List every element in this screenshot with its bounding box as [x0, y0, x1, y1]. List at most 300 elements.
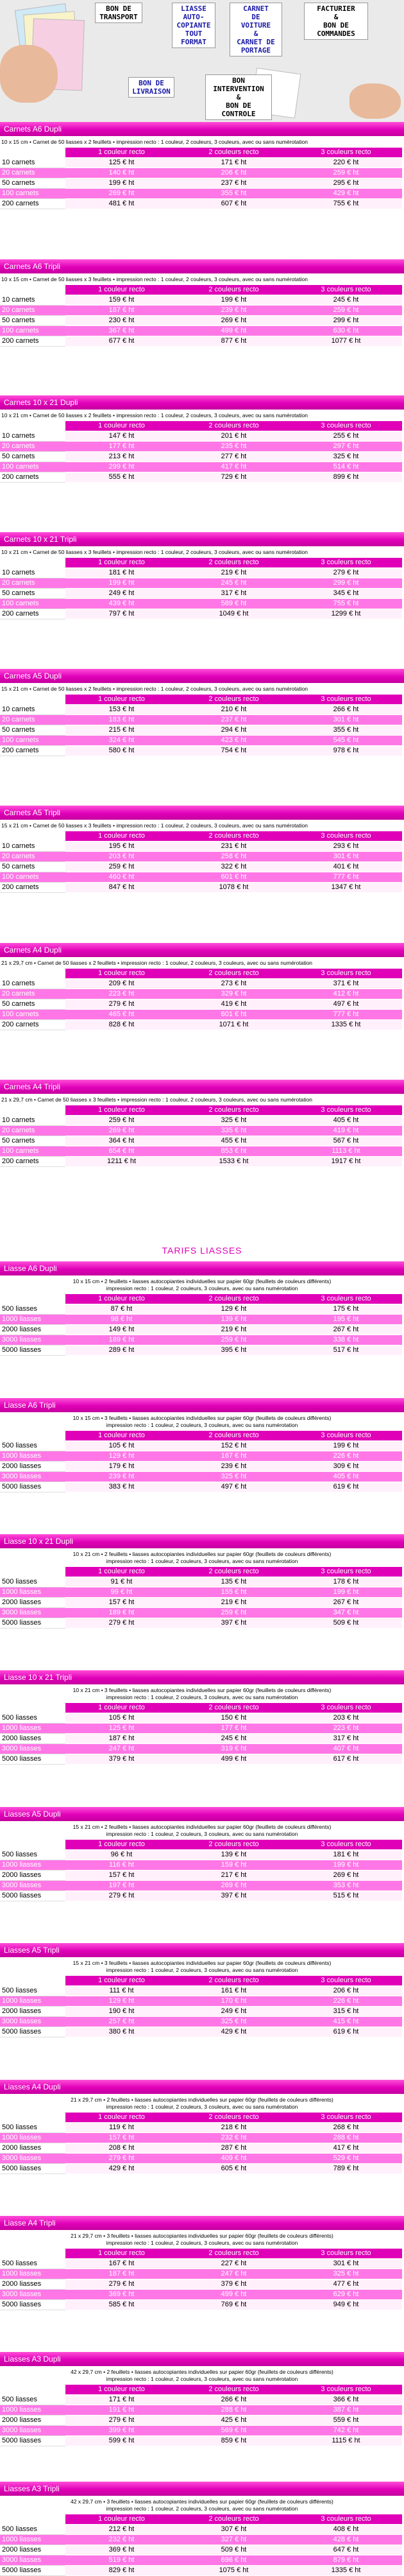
section-description	[0, 1548, 404, 1566]
price-cell: 647 € ht	[290, 2545, 402, 2555]
table-row	[0, 883, 402, 893]
price-section	[0, 669, 404, 756]
section-title: Carnets A4 Tripli	[0, 1080, 404, 1094]
price-cell: 477 € ht	[290, 2279, 402, 2290]
column-header: 2 couleurs recto	[178, 969, 290, 979]
price-cell: 559 € ht	[290, 2416, 402, 2426]
quantity-cell: 3000 liasses	[0, 1608, 65, 1618]
description-line: 42 x 29,7 cm • 2 feuillets • liasses autocopiantes individuelles sur papier 60gr (feuillets de couleurs différents)	[71, 2369, 333, 2375]
price-cell: 259 € ht	[290, 306, 402, 316]
table-row	[0, 2007, 402, 2017]
quantity-cell: 3000 liasses	[0, 1881, 65, 1891]
quantity-cell: 2000 liasses	[0, 1871, 65, 1881]
table-row	[0, 472, 402, 483]
table-row	[0, 979, 402, 989]
price-cell: 601 € ht	[178, 1010, 290, 1020]
description-line: 15 x 21 cm • 3 feuillets • liasses autocopiantes individuelles sur papier 60gr (feuillets de couleurs différents)	[72, 1960, 332, 1966]
column-header: 3 couleurs recto	[290, 2113, 402, 2123]
price-cell: 237 € ht	[178, 178, 290, 189]
price-cell: 325 € ht	[178, 1472, 290, 1482]
price-section	[0, 395, 404, 483]
table-row	[0, 1136, 402, 1146]
price-cell: 215 € ht	[65, 725, 178, 736]
price-cell: 325 € ht	[178, 2017, 290, 2027]
price-cell: 847 € ht	[65, 883, 178, 893]
price-cell: 397 € ht	[178, 1891, 290, 1901]
price-cell: 315 € ht	[290, 2007, 402, 2017]
section-description	[0, 546, 404, 557]
table-row	[0, 199, 402, 209]
price-cell: 567 € ht	[290, 1136, 402, 1146]
column-header: 2 couleurs recto	[178, 1567, 290, 1577]
header-blank-cell	[0, 421, 65, 431]
quantity-cell: 50 carnets	[0, 178, 65, 189]
section-description	[0, 957, 404, 968]
price-cell: 777 € ht	[290, 872, 402, 883]
price-cell: 423 € ht	[178, 736, 290, 746]
quantity-cell: 100 carnets	[0, 189, 65, 199]
price-cell: 153 € ht	[65, 705, 178, 715]
header-blank-cell	[0, 831, 65, 842]
quantity-cell: 2000 liasses	[0, 1325, 65, 1335]
price-cell: 199 € ht	[65, 178, 178, 189]
quantity-cell: 200 carnets	[0, 1020, 65, 1030]
price-cell: 266 € ht	[178, 2395, 290, 2405]
price-cell: 299 € ht	[290, 578, 402, 589]
description-line: impression recto : 1 couleur, 2 couleurs, 3 couleurs, avec ou sans numérotation	[106, 1831, 298, 1837]
quantity-cell: 1000 liasses	[0, 1315, 65, 1325]
table-row	[0, 2555, 402, 2566]
price-cell: 754 € ht	[178, 746, 290, 756]
price-cell: 417 € ht	[178, 462, 290, 472]
column-header: 1 couleur recto	[65, 1840, 178, 1850]
hero-label-liasse	[172, 3, 215, 48]
table-row	[0, 1713, 402, 1724]
price-cell: 96 € ht	[65, 1850, 178, 1860]
price-cell: 317 € ht	[290, 1734, 402, 1744]
price-cell: 279 € ht	[65, 2154, 178, 2164]
price-section	[0, 532, 404, 619]
price-cell: 289 € ht	[65, 1345, 178, 1356]
tarifs-liasses-heading: TARIFS LIASSES	[162, 1245, 242, 1256]
price-cell: 1049 € ht	[178, 609, 290, 619]
quantity-cell: 1000 liasses	[0, 1860, 65, 1871]
section-title: Carnets A6 Tripli	[0, 259, 404, 273]
quantity-cell: 10 carnets	[0, 842, 65, 852]
hero-label-bon-intervention	[205, 74, 272, 120]
price-cell: 367 € ht	[65, 326, 178, 336]
price-cell: 218 € ht	[178, 2123, 290, 2133]
price-cell: 273 € ht	[178, 979, 290, 989]
price-cell: 419 € ht	[178, 999, 290, 1010]
section-title: Liasse 10 x 21 Dupli	[0, 1534, 404, 1548]
hero-label-bon-livraison	[128, 77, 174, 98]
price-cell: 258 € ht	[178, 852, 290, 862]
table-row	[0, 852, 402, 862]
price-section	[0, 806, 404, 893]
price-table	[0, 1567, 402, 1629]
price-cell: 239 € ht	[178, 306, 290, 316]
price-cell: 119 € ht	[65, 2123, 178, 2133]
price-cell: 1075 € ht	[178, 2566, 290, 2576]
price-cell: 617 € ht	[290, 1754, 402, 1765]
quantity-cell: 1000 liasses	[0, 1451, 65, 1462]
price-cell: 220 € ht	[290, 158, 402, 168]
quantity-cell: 3000 liasses	[0, 2426, 65, 2436]
price-cell: 159 € ht	[178, 1860, 290, 1871]
price-cell: 879 € ht	[290, 2555, 402, 2566]
quantity-cell: 20 carnets	[0, 852, 65, 862]
section-description	[0, 2366, 404, 2384]
price-cell: 599 € ht	[65, 2436, 178, 2446]
description-line: 21 x 29,7 cm • 2 feuillets • liasses autocopiantes individuelles sur papier 60gr (feuillets de couleurs différents)	[71, 2096, 333, 2103]
price-cell: 309 € ht	[290, 1462, 402, 1472]
price-cell: 279 € ht	[65, 1891, 178, 1901]
price-cell: 105 € ht	[65, 1713, 178, 1724]
description-line: 10 x 21 cm • Carnet de 50 liasses x 2 feuillets • impression recto : 1 couleur, 2 couleurs, 3 couleurs, avec ou sans numérotation	[1, 412, 308, 419]
quantity-cell: 100 carnets	[0, 1146, 65, 1157]
table-row	[0, 1116, 402, 1126]
price-cell: 755 € ht	[290, 199, 402, 209]
hero-banner	[0, 0, 404, 122]
column-header: 3 couleurs recto	[290, 2514, 402, 2525]
price-cell: 345 € ht	[290, 589, 402, 599]
table-row	[0, 178, 402, 189]
quantity-cell: 1000 liasses	[0, 1587, 65, 1598]
quantity-cell: 200 carnets	[0, 609, 65, 619]
price-cell: 259 € ht	[178, 1608, 290, 1618]
quantity-cell: 3000 liasses	[0, 1335, 65, 1345]
table-row	[0, 1618, 402, 1629]
table-row	[0, 1315, 402, 1325]
column-header: 3 couleurs recto	[290, 148, 402, 158]
quantity-cell: 200 carnets	[0, 883, 65, 893]
price-cell: 189 € ht	[65, 1608, 178, 1618]
section-title: Liasses A5 Dupli	[0, 1807, 404, 1821]
price-cell: 601 € ht	[178, 872, 290, 883]
description-line: 10 x 15 cm • 3 feuillets • liasses autocopiantes individuelles sur papier 60gr (feuillets de couleurs différents)	[72, 1415, 332, 1421]
price-cell: 481 € ht	[65, 199, 178, 209]
description-line: 10 x 15 cm • Carnet de 50 liasses x 2 feuillets • impression recto : 1 couleur, 2 couleurs, 3 couleurs, avec ou sans numérotation	[1, 139, 308, 145]
price-cell: 269 € ht	[290, 1871, 402, 1881]
quantity-cell: 20 carnets	[0, 442, 65, 452]
quantity-cell: 100 carnets	[0, 1010, 65, 1020]
quantity-cell: 20 carnets	[0, 168, 65, 178]
price-cell: 355 € ht	[290, 725, 402, 736]
description-line: 21 x 29,7 cm • 3 feuillets • liasses autocopiantes individuelles sur papier 60gr (feuillets de couleurs différents)	[71, 2233, 333, 2239]
table-row	[0, 2436, 402, 2446]
price-table	[0, 2514, 402, 2576]
price-cell: 742 € ht	[290, 2426, 402, 2436]
quantity-cell: 5000 liasses	[0, 1482, 65, 1492]
price-cell: 195 € ht	[290, 1315, 402, 1325]
table-row	[0, 2017, 402, 2027]
table-row	[0, 2525, 402, 2535]
table-row	[0, 2164, 402, 2174]
price-cell: 347 € ht	[290, 1608, 402, 1618]
price-cell: 859 € ht	[178, 2436, 290, 2446]
table-row	[0, 336, 402, 347]
table-row	[0, 1126, 402, 1136]
price-cell: 319 € ht	[178, 1744, 290, 1754]
description-line: 21 x 29,7 cm • Carnet de 50 liasses x 2 feuillets • impression recto : 1 couleur, 2 couleurs, 3 couleurs, avec ou sans numérotation	[1, 960, 313, 966]
price-cell: 197 € ht	[65, 1881, 178, 1891]
price-cell: 580 € ht	[65, 746, 178, 756]
price-cell: 249 € ht	[65, 589, 178, 599]
column-header: 1 couleur recto	[65, 1294, 178, 1304]
price-section	[0, 1398, 404, 1492]
table-row	[0, 431, 402, 442]
table-row	[0, 989, 402, 999]
price-cell: 408 € ht	[290, 2525, 402, 2535]
price-table	[0, 2385, 402, 2446]
price-cell: 329 € ht	[178, 989, 290, 999]
price-cell: 429 € ht	[178, 2027, 290, 2037]
price-section	[0, 1670, 404, 1765]
table-row	[0, 999, 402, 1010]
price-cell: 1335 € ht	[290, 2566, 402, 2576]
table-row	[0, 1577, 402, 1587]
price-cell: 279 € ht	[65, 1618, 178, 1629]
quantity-cell: 500 liasses	[0, 1986, 65, 1996]
price-cell: 295 € ht	[290, 178, 402, 189]
price-cell: 297 € ht	[290, 442, 402, 452]
price-cell: 167 € ht	[65, 2259, 178, 2269]
column-header: 2 couleurs recto	[178, 1294, 290, 1304]
description-line: 10 x 15 cm • 2 feuillets • liasses autocopiantes individuelles sur papier 60gr (feuillets de couleurs différents)	[72, 1278, 332, 1284]
table-row	[0, 589, 402, 599]
column-header: 2 couleurs recto	[178, 421, 290, 431]
description-line: 10 x 21 cm • 3 feuillets • liasses autocopiantes individuelles sur papier 60gr (feuillets de couleurs différents)	[72, 1687, 332, 1693]
description-line: impression recto : 1 couleur, 2 couleurs, 3 couleurs, avec ou sans numérotation	[106, 2104, 298, 2110]
column-header: 1 couleur recto	[65, 695, 178, 705]
column-header: 1 couleur recto	[65, 2385, 178, 2395]
price-cell: 125 € ht	[65, 1724, 178, 1734]
price-table	[0, 1105, 402, 1167]
table-row	[0, 609, 402, 619]
price-cell: 769 € ht	[178, 2300, 290, 2310]
price-cell: 569 € ht	[178, 2426, 290, 2436]
price-cell: 301 € ht	[290, 715, 402, 725]
table-row	[0, 1754, 402, 1765]
table-row	[0, 1724, 402, 1734]
price-section	[0, 1261, 404, 1356]
column-header: 3 couleurs recto	[290, 2385, 402, 2395]
price-cell: 199 € ht	[65, 578, 178, 589]
quantity-cell: 20 carnets	[0, 989, 65, 999]
quantity-cell: 5000 liasses	[0, 2027, 65, 2037]
table-row	[0, 1587, 402, 1598]
section-description	[0, 1412, 404, 1430]
price-cell: 129 € ht	[65, 1996, 178, 2007]
price-cell: 379 € ht	[178, 2279, 290, 2290]
description-line: 15 x 21 cm • Carnet de 50 liasses x 2 feuillets • impression recto : 1 couleur, 2 couleurs, 3 couleurs, avec ou sans numérotation	[1, 686, 308, 692]
price-cell: 499 € ht	[178, 2290, 290, 2300]
description-line: 15 x 21 cm • 2 feuillets • liasses autocopiantes individuelles sur papier 60gr (feuillets de couleurs différents)	[72, 1824, 332, 1830]
price-cell: 206 € ht	[178, 168, 290, 178]
price-cell: 187 € ht	[65, 1734, 178, 1744]
table-row	[0, 1871, 402, 1881]
table-row	[0, 158, 402, 168]
price-cell: 327 € ht	[178, 2535, 290, 2545]
quantity-cell: 5000 liasses	[0, 2566, 65, 2576]
price-cell: 497 € ht	[178, 1482, 290, 1492]
table-row	[0, 1146, 402, 1157]
section-description	[0, 2496, 404, 2514]
price-cell: 1077 € ht	[290, 336, 402, 347]
table-row	[0, 442, 402, 452]
price-cell: 317 € ht	[178, 589, 290, 599]
column-header: 2 couleurs recto	[178, 1976, 290, 1986]
price-cell: 208 € ht	[65, 2143, 178, 2154]
table-row	[0, 1986, 402, 1996]
quantity-cell: 1000 liasses	[0, 2405, 65, 2416]
table-row	[0, 1891, 402, 1901]
price-cell: 277 € ht	[178, 452, 290, 462]
table-row	[0, 2290, 402, 2300]
price-cell: 181 € ht	[290, 1850, 402, 1860]
description-line: 42 x 29,7 cm • 3 feuillets • liasses autocopiantes individuelles sur papier 60gr (feuillets de couleurs différents)	[71, 2498, 333, 2505]
description-line: 15 x 21 cm • Carnet de 50 liasses x 3 feuillets • impression recto : 1 couleur, 2 couleurs, 3 couleurs, avec ou sans numérotation	[1, 822, 308, 829]
price-cell: 1299 € ht	[290, 609, 402, 619]
quantity-cell: 2000 liasses	[0, 1462, 65, 1472]
price-cell: 91 € ht	[65, 1577, 178, 1587]
header-blank-cell	[0, 148, 65, 158]
price-cell: 789 € ht	[290, 2164, 402, 2174]
price-cell: 259 € ht	[65, 1116, 178, 1126]
price-cell: 259 € ht	[290, 168, 402, 178]
table-row	[0, 746, 402, 756]
price-cell: 201 € ht	[178, 431, 290, 442]
column-header: 2 couleurs recto	[178, 1703, 290, 1713]
hero-label-carnet-voiture	[230, 3, 282, 56]
section-title: Liasse 10 x 21 Tripli	[0, 1670, 404, 1684]
quantity-cell: 500 liasses	[0, 1577, 65, 1587]
quantity-cell: 50 carnets	[0, 1136, 65, 1146]
price-cell: 1211 € ht	[65, 1157, 178, 1167]
price-cell: 555 € ht	[65, 472, 178, 483]
price-cell: 269 € ht	[178, 1881, 290, 1891]
header-blank-cell	[0, 285, 65, 295]
price-cell: 1071 € ht	[178, 1020, 290, 1030]
price-cell: 629 € ht	[290, 2290, 402, 2300]
section-title: Liasse A4 Tripli	[0, 2216, 404, 2230]
price-cell: 279 € ht	[290, 568, 402, 578]
table-row	[0, 2123, 402, 2133]
price-cell: 460 € ht	[65, 872, 178, 883]
quantity-cell: 10 carnets	[0, 158, 65, 168]
price-table	[0, 969, 402, 1030]
description-line: impression recto : 1 couleur, 2 couleurs, 3 couleurs, avec ou sans numérotation	[106, 1422, 298, 1428]
price-cell: 387 € ht	[290, 2405, 402, 2416]
price-cell: 231 € ht	[178, 842, 290, 852]
price-cell: 105 € ht	[65, 1441, 178, 1451]
price-cell: 399 € ht	[65, 2426, 178, 2436]
price-cell: 219 € ht	[178, 568, 290, 578]
quantity-cell: 2000 liasses	[0, 1734, 65, 1744]
price-section	[0, 2216, 404, 2310]
price-cell: 247 € ht	[178, 2269, 290, 2279]
description-line: impression recto : 1 couleur, 2 couleurs, 3 couleurs, avec ou sans numérotation	[106, 2240, 298, 2246]
price-cell: 517 € ht	[290, 1345, 402, 1356]
table-header-row	[0, 695, 402, 705]
price-section	[0, 2482, 404, 2576]
quantity-cell: 5000 liasses	[0, 1754, 65, 1765]
price-cell: 519 € ht	[65, 2555, 178, 2566]
quantity-cell: 3000 liasses	[0, 2154, 65, 2164]
table-row	[0, 1462, 402, 1472]
quantity-cell: 5000 liasses	[0, 2436, 65, 2446]
price-cell: 405 € ht	[290, 1116, 402, 1126]
price-cell: 116 € ht	[65, 1860, 178, 1871]
price-table	[0, 1840, 402, 1901]
quantity-cell: 100 carnets	[0, 872, 65, 883]
column-header: 1 couleur recto	[65, 148, 178, 158]
column-header: 3 couleurs recto	[290, 1976, 402, 1986]
column-header: 3 couleurs recto	[290, 558, 402, 568]
table-row	[0, 1441, 402, 1451]
quantity-cell: 200 carnets	[0, 199, 65, 209]
quantity-cell: 500 liasses	[0, 1850, 65, 1860]
price-cell: 429 € ht	[65, 2164, 178, 2174]
price-cell: 155 € ht	[178, 1587, 290, 1598]
price-cell: 181 € ht	[65, 568, 178, 578]
price-cell: 585 € ht	[65, 2300, 178, 2310]
price-cell: 429 € ht	[290, 189, 402, 199]
price-cell: 147 € ht	[65, 431, 178, 442]
column-header: 1 couleur recto	[65, 1567, 178, 1577]
quantity-cell: 2000 liasses	[0, 2279, 65, 2290]
price-cell: 223 € ht	[290, 1724, 402, 1734]
price-cell: 677 € ht	[65, 336, 178, 347]
quantity-cell: 500 liasses	[0, 2259, 65, 2269]
quantity-cell: 5000 liasses	[0, 1618, 65, 1629]
price-cell: 425 € ht	[178, 2416, 290, 2426]
table-row	[0, 1010, 402, 1020]
table-header-row	[0, 285, 402, 295]
section-title: Liasses A5 Tripli	[0, 1943, 404, 1957]
table-row	[0, 705, 402, 715]
quantity-cell: 50 carnets	[0, 999, 65, 1010]
price-section	[0, 1080, 404, 1167]
column-header: 3 couleurs recto	[290, 831, 402, 842]
section-title: Carnets 10 x 21 Tripli	[0, 532, 404, 546]
price-cell: 654 € ht	[65, 1146, 178, 1157]
header-blank-cell	[0, 558, 65, 568]
table-row	[0, 2279, 402, 2290]
column-header: 2 couleurs recto	[178, 1431, 290, 1441]
price-cell: 509 € ht	[290, 1618, 402, 1629]
description-line: impression recto : 1 couleur, 2 couleurs, 3 couleurs, avec ou sans numérotation	[106, 2376, 298, 2382]
table-row	[0, 842, 402, 852]
section-title: Carnets A5 Tripli	[0, 806, 404, 820]
price-cell: 175 € ht	[290, 1304, 402, 1315]
quantity-cell: 200 carnets	[0, 336, 65, 347]
price-cell: 338 € ht	[290, 1335, 402, 1345]
price-section	[0, 943, 404, 1030]
price-cell: 269 € ht	[65, 1126, 178, 1136]
price-cell: 439 € ht	[65, 599, 178, 609]
price-cell: 355 € ht	[178, 189, 290, 199]
price-cell: 755 € ht	[290, 599, 402, 609]
hero-hand-image	[0, 45, 58, 103]
price-cell: 203 € ht	[65, 852, 178, 862]
price-cell: 1078 € ht	[178, 883, 290, 893]
column-header: 2 couleurs recto	[178, 558, 290, 568]
header-blank-cell	[0, 1431, 65, 1441]
price-cell: 178 € ht	[290, 1577, 402, 1587]
price-cell: 499 € ht	[178, 326, 290, 336]
